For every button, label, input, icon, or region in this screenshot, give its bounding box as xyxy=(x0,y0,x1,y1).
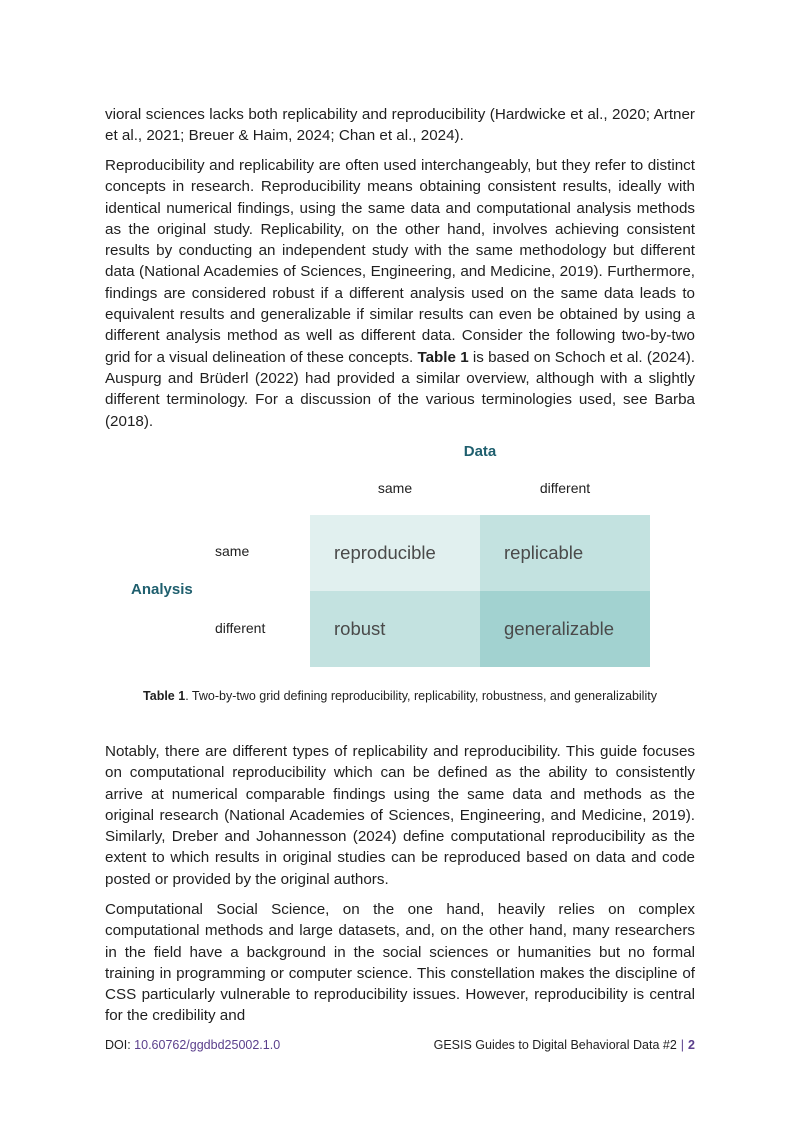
footer-doi xyxy=(105,1038,280,1052)
grid-column-label-different: different xyxy=(539,480,591,496)
paragraph-continuation xyxy=(105,104,695,147)
grid-data-header: Data xyxy=(463,443,497,460)
page-number: 2 xyxy=(688,1038,695,1052)
table-reference-link[interactable]: Table 1 xyxy=(417,348,469,366)
grid-cell-text: replicable xyxy=(504,542,584,563)
paragraph-text: Notably, there are different types of replicability and reproducibility. This guide focuses on computational reproducibility which can be defined as the ability to consistently arrive at numerical comparable findings using the same data and methods as the original research (National Academies of Sciences, Engineering, and Medicine, 2019). Similarly, Dreber and Johannesson (2024) define computational reproducibility as the extent to which results in original studies can be reproduced based on data and code posted or provided by the original authors. xyxy=(105,743,695,888)
grid-cell-text: robust xyxy=(334,618,386,639)
grid-cell-text: generalizable xyxy=(504,618,615,639)
doi-link[interactable]: 10.60762/ggdbd25002.1.0 xyxy=(134,1038,281,1052)
grid-cell-text: reproducible xyxy=(334,542,436,563)
grid-cell-generalizable xyxy=(480,591,650,667)
table-caption-label: Table 1 xyxy=(143,689,186,703)
footer-series xyxy=(434,1038,695,1052)
grid-column-label-same: same xyxy=(377,480,413,496)
table-caption-text: . Two-by-two grid defining reproducibility, replicability, robustness, and generalizability xyxy=(185,689,657,703)
footer-separator: | xyxy=(680,1038,685,1052)
paragraph-text: Computational Social Science, on the one hand, heavily relies on complex computational methods and large datasets, and, on the other hand, many researchers in the field have a background in the social sciences or humanities but no formal training in programming or computer science. This constellation makes the discipline of CSS particularly vulnerable to reproducibility issues. However, reproducibility is central for the credibility and xyxy=(105,901,695,1025)
grid-row-label-different: different xyxy=(215,620,266,636)
paragraph-text xyxy=(105,155,695,432)
grid-analysis-header: Analysis xyxy=(131,581,193,598)
grid-cell-robust xyxy=(310,591,480,667)
series-title: GESIS Guides to Digital Behavioral Data #2 xyxy=(433,1038,677,1052)
doi-label: DOI: xyxy=(105,1038,135,1052)
paragraph-text-part: is based on Schoch et al. (2024). Auspurg and Brüderl (2022) had provided a similar overview, although with a slightly different terminology. For a discussion of the various terminologies used, see Barba (2018). xyxy=(105,348,695,430)
paragraph-text: vioral sciences lacks both replicability and reproducibility (Hardwicke et al., 2020; Artner et al., 2021; Breuer & Haim, 2024; Chan et al., 2024). xyxy=(105,106,695,145)
grid-row-label-same: same xyxy=(215,543,250,559)
paragraph-css xyxy=(105,899,695,1027)
paragraph-text-part: Reproducibility and replicability are often used interchangeably, but they refer to distinct concepts in research. Reproducibility means obtaining consistent results, ideally with identical numerical findings, using the same data and computational analysis methods as the original study. Replicability, on the other hand, involves achieving consistent results by conducting an independent study with the same methodology but different data (National Academies of Sciences, Engineering, and Medicine, 2019). Furthermore, findings are considered robust if a different analysis used on the same data leads to equivalent results and generalizable if similar results can even be obtained by using a different analysis method as well as different data. Consider the following two-by-two grid for a visual delineation of these concepts. xyxy=(105,157,695,366)
paragraph-computational-reproducibility xyxy=(105,741,695,890)
grid-cell-replicable xyxy=(480,515,650,591)
grid-cell-reproducible xyxy=(310,515,480,591)
table-caption xyxy=(0,689,800,703)
paragraph-definitions xyxy=(105,155,695,432)
